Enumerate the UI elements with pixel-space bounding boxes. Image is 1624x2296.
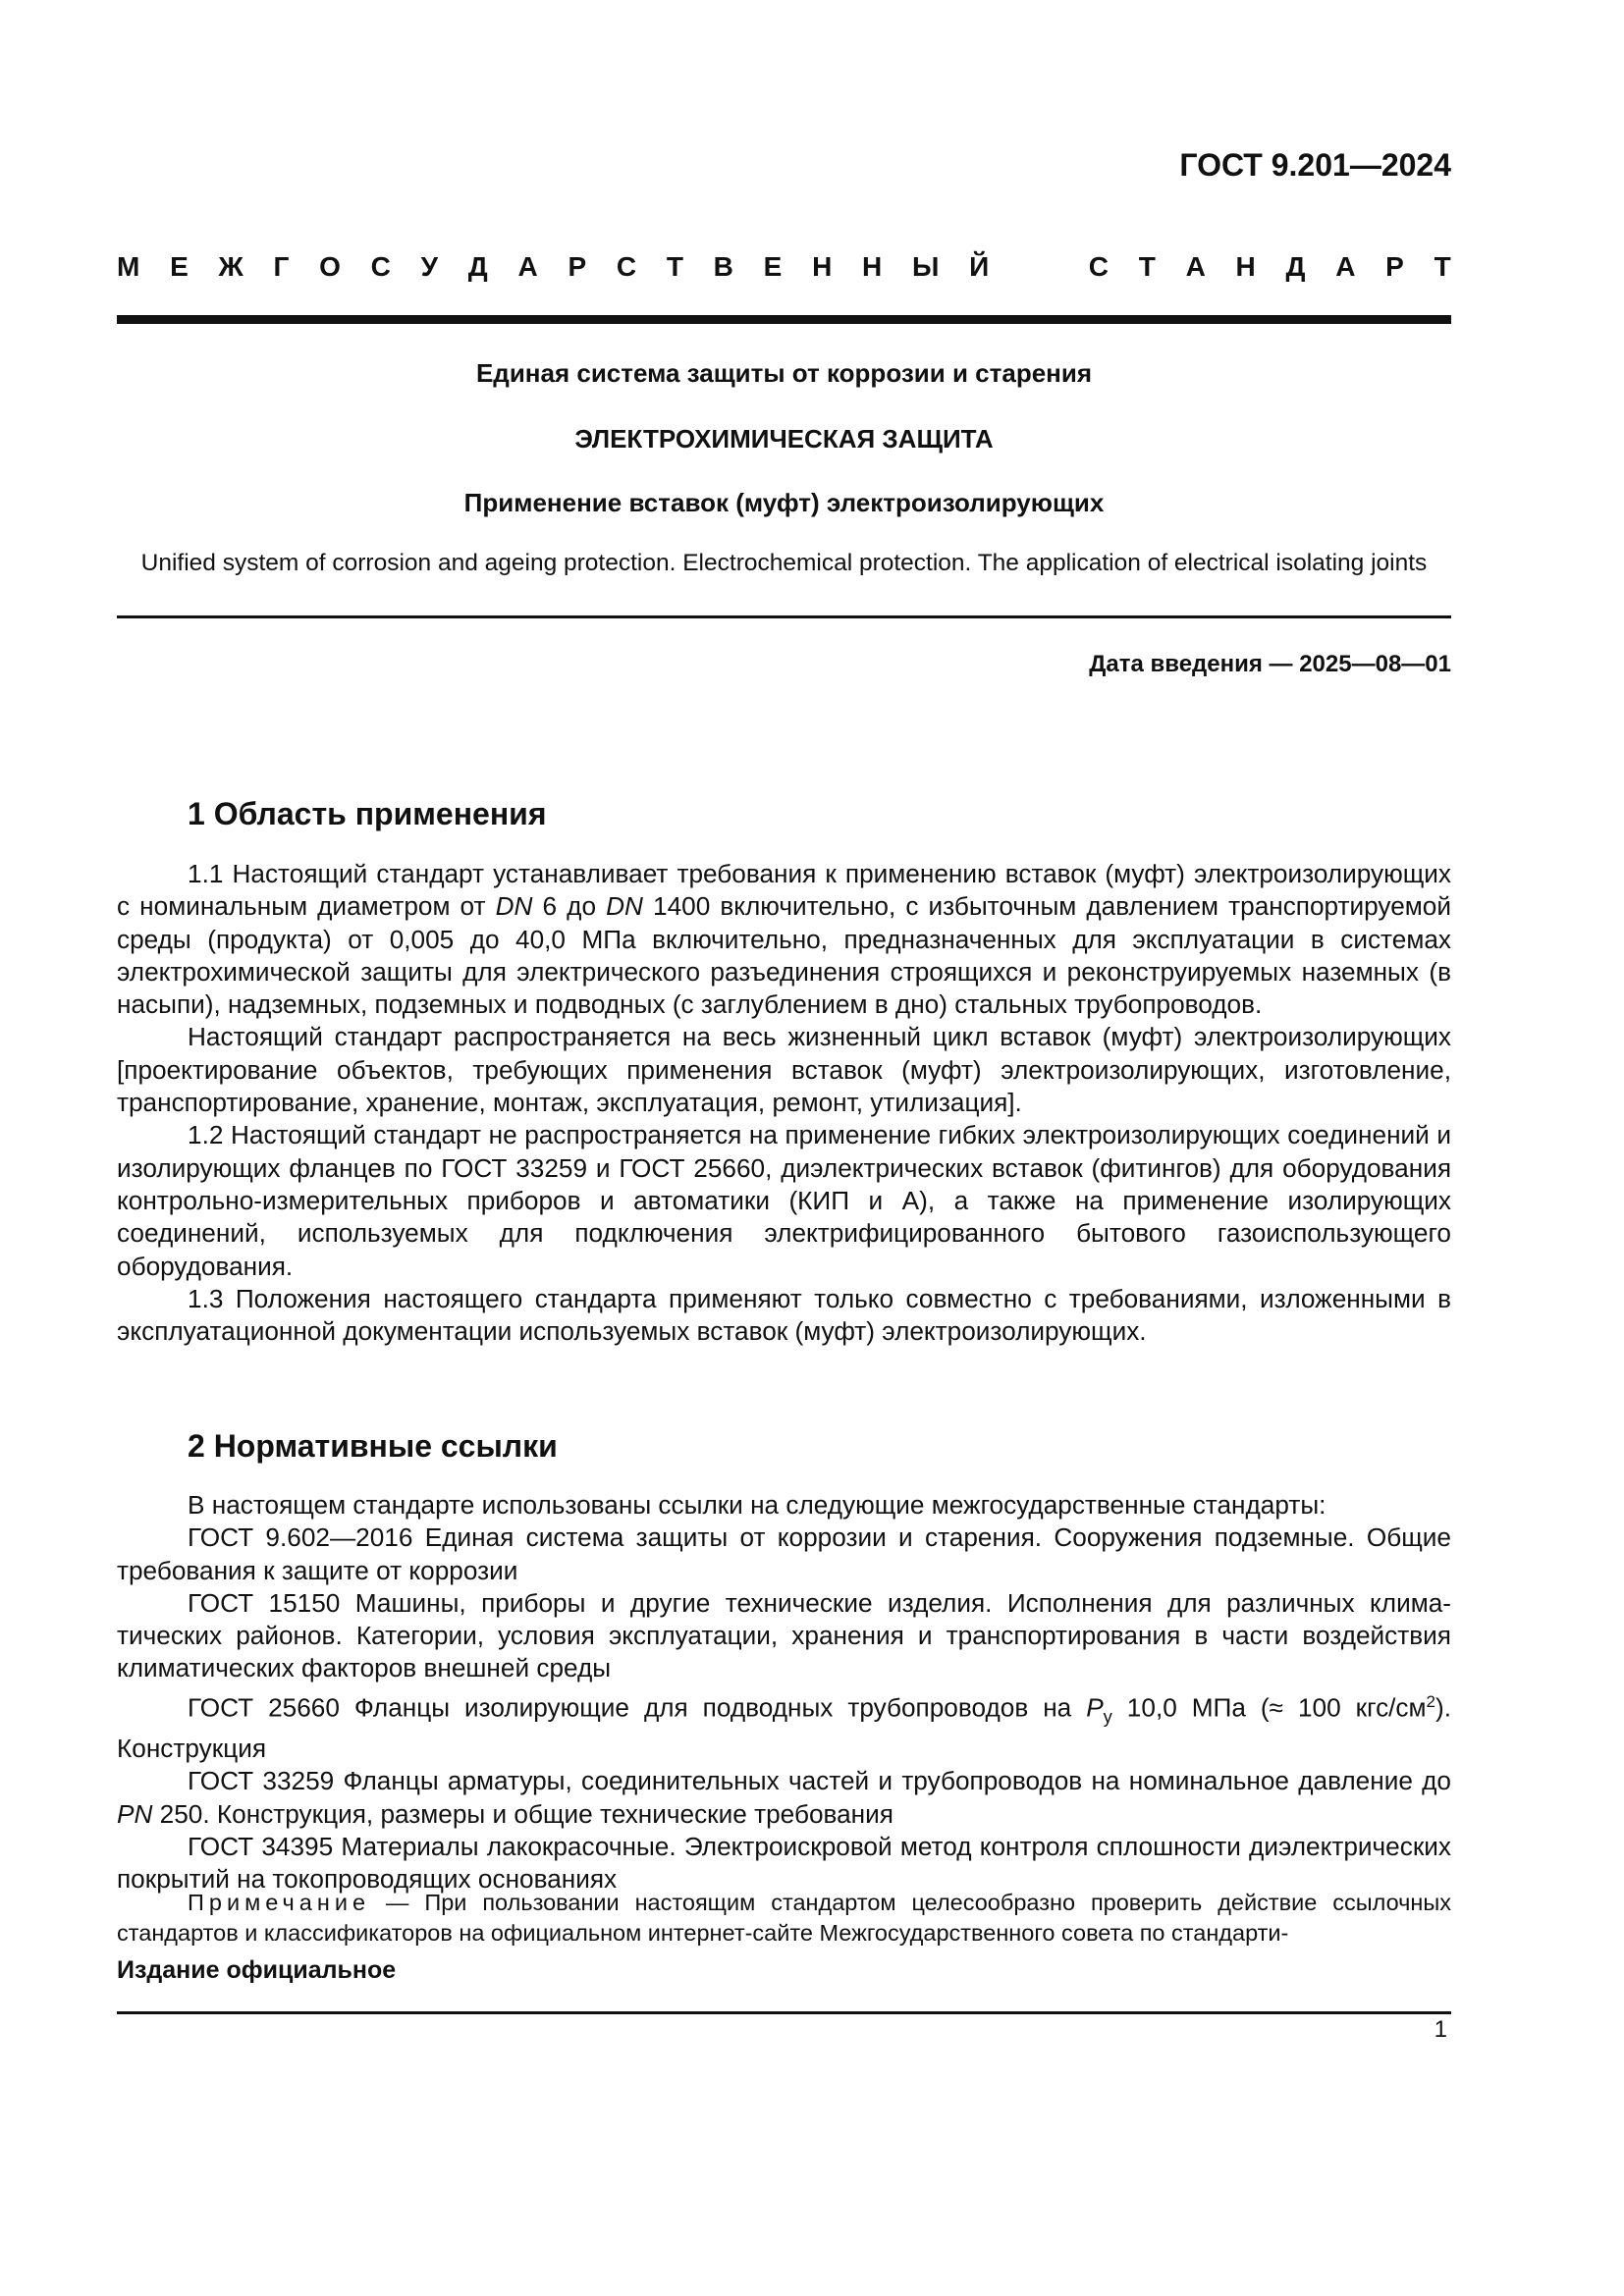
introduction-date: Дата введения — 2025—08—01 <box>1089 651 1451 677</box>
banner-letter: Д <box>1285 251 1306 282</box>
banner-letter: Е <box>170 251 189 282</box>
banner-letter: Т <box>1434 251 1451 282</box>
banner-letter: В <box>713 251 733 282</box>
interstate-standard-banner <box>117 251 1451 283</box>
official-edition-label: Издание официальное <box>117 1956 397 1984</box>
banner-letter: Н <box>862 251 883 282</box>
banner-letter: О <box>319 251 341 282</box>
banner-letter: Р <box>1385 251 1404 282</box>
reference-gost-34395: ГОСТ 34395 Материалы лакокрасочные. Электроискровой метод контроля сплошности диэлектрических покрытий на токопроводящих основаниях <box>117 1831 1451 1895</box>
paragraph-1-1-scope: Настоящий стандарт распространяется на весь жизненный цикл вставок (муфт) электроизолирующих [проектирование объектов, требующих применения вставок (муфт) электроизолирующих, изготовление, транспортирование, хранение, монтаж, эксплуатация, ремонт, утилизация]. <box>117 1022 1451 1118</box>
title-english: Unified system of corrosion and ageing protection. Electrochemical protection. The application of electrical isolating joints <box>140 550 1428 576</box>
banner-letter: Т <box>1138 251 1156 282</box>
document-number: ГОСТ 9.201—2024 <box>1179 147 1451 183</box>
title-subtitle: Применение вставок (муфт) электроизолирующих <box>463 488 1105 517</box>
banner-letter: М <box>117 251 140 282</box>
banner-letter: Р <box>568 251 587 282</box>
banner-letter: Д <box>467 251 488 282</box>
banner-letter: Т <box>666 251 683 282</box>
banner-letter: А <box>1185 251 1206 282</box>
banner-letter: Н <box>1235 251 1256 282</box>
note-text: — При пользовании настоящим стандартом целесообразно проверить действие ссылочных стандартов и классификаторов на официальном интернет-сайте Межгосударственного совета по стандарти- <box>117 1890 1451 1946</box>
banner-letter: С <box>1088 251 1109 282</box>
banner-letter: У <box>420 251 439 282</box>
section-1-heading: 1 Область применения <box>188 796 547 831</box>
banner-letter: Ж <box>218 251 244 282</box>
banner-letter: Й <box>969 251 990 282</box>
title-main: ЭЛЕКТРОХИМИЧЕСКАЯ ЗАЩИТА <box>574 424 994 454</box>
banner-letter: С <box>370 251 391 282</box>
note-label: Примечание <box>188 1890 371 1915</box>
reference-gost-25660: ГОСТ 25660 Фланцы изолирующие для подводных трубопроводов на $P_у$ 10,0 МПа (≈ 100 кгс/$см^2$). Конструкция <box>117 1691 1452 1764</box>
banner-letter: Ы <box>912 251 940 282</box>
section-1-body <box>117 858 1451 1348</box>
paragraph-1-1: 1.1 Настоящий стандарт устанавливает требования к применению вставок (муфт) электроизолирующих с номинальным диаметром от DN 6 до DN 1400 включительно, с избыточным давлением транспортируемой среды (продукта) от 0,005 до 40,0 МПа включительно, предназначенных для эксплуатации в системах электрохимической защиты для электрического разъединения строящихся и реконструируемых наземных (в насыпи), надземных, подземных и подводных (с заглублением в дно) стальных трубопроводов. <box>117 859 1451 1020</box>
reference-gost-15150: ГОСТ 15150 Машины, приборы и другие технические изделия. Исполнения для различных климатических районов. Категории, условия эксплуатации, хранения и транспортирования в части воздействия климатических факторов внешней среды <box>117 1587 1451 1683</box>
footer-rule <box>117 2011 1451 2014</box>
banner-letter: А <box>517 251 538 282</box>
section-2-heading: 2 Нормативные ссылки <box>188 1428 558 1464</box>
banner-letter: Е <box>763 251 783 282</box>
banner-letter: С <box>616 251 637 282</box>
references-intro: В настоящем стандарте использованы ссылки на следующие межгосударственные стандарты: <box>188 1490 1326 1520</box>
paragraph-1-2: 1.2 Настоящий стандарт не распространяется на применение гибких электроизолирующих соединений и изолирующих фланцев по ГОСТ 33259 и ГОСТ 25660, диэлектрических вставок (фитингов) для оборудования контрольно-измерительных приборов и автоматики (КИП и А), а также на применение изолирующих соединений, используемых для подключения электрифицированного бытового газоиспользующего оборудования. <box>117 1120 1451 1281</box>
note <box>117 1888 1451 1949</box>
banner-word-gap <box>1019 251 1058 283</box>
reference-gost-33259: ГОСТ 33259 Фланцы арматуры, соединительных частей и трубопроводов на номинальное давление до PN 250. Конструкция, размеры и общие технические требования <box>117 1766 1451 1829</box>
page-number: 1 <box>1434 2016 1447 2043</box>
title-rule <box>117 615 1451 618</box>
section-2-body <box>117 1489 1451 1896</box>
banner-letter: Г <box>273 251 290 282</box>
paragraph-1-3: 1.3 Положения настоящего стандарта применяют только совместно с требованиями, изложенными в эксплуатационной документации используемых вставок (муфт) электроизолирующих. <box>117 1283 1451 1347</box>
banner-letter: Н <box>812 251 833 282</box>
title-system: Единая система защиты от коррозии и старения <box>475 358 1093 388</box>
banner-letter: А <box>1335 251 1356 282</box>
header-rule <box>117 315 1451 324</box>
reference-gost-9-602: ГОСТ 9.602—2016 Единая система защиты от коррозии и старения. Сооружения подземные. Общие требования к защите от коррозии <box>117 1522 1451 1585</box>
